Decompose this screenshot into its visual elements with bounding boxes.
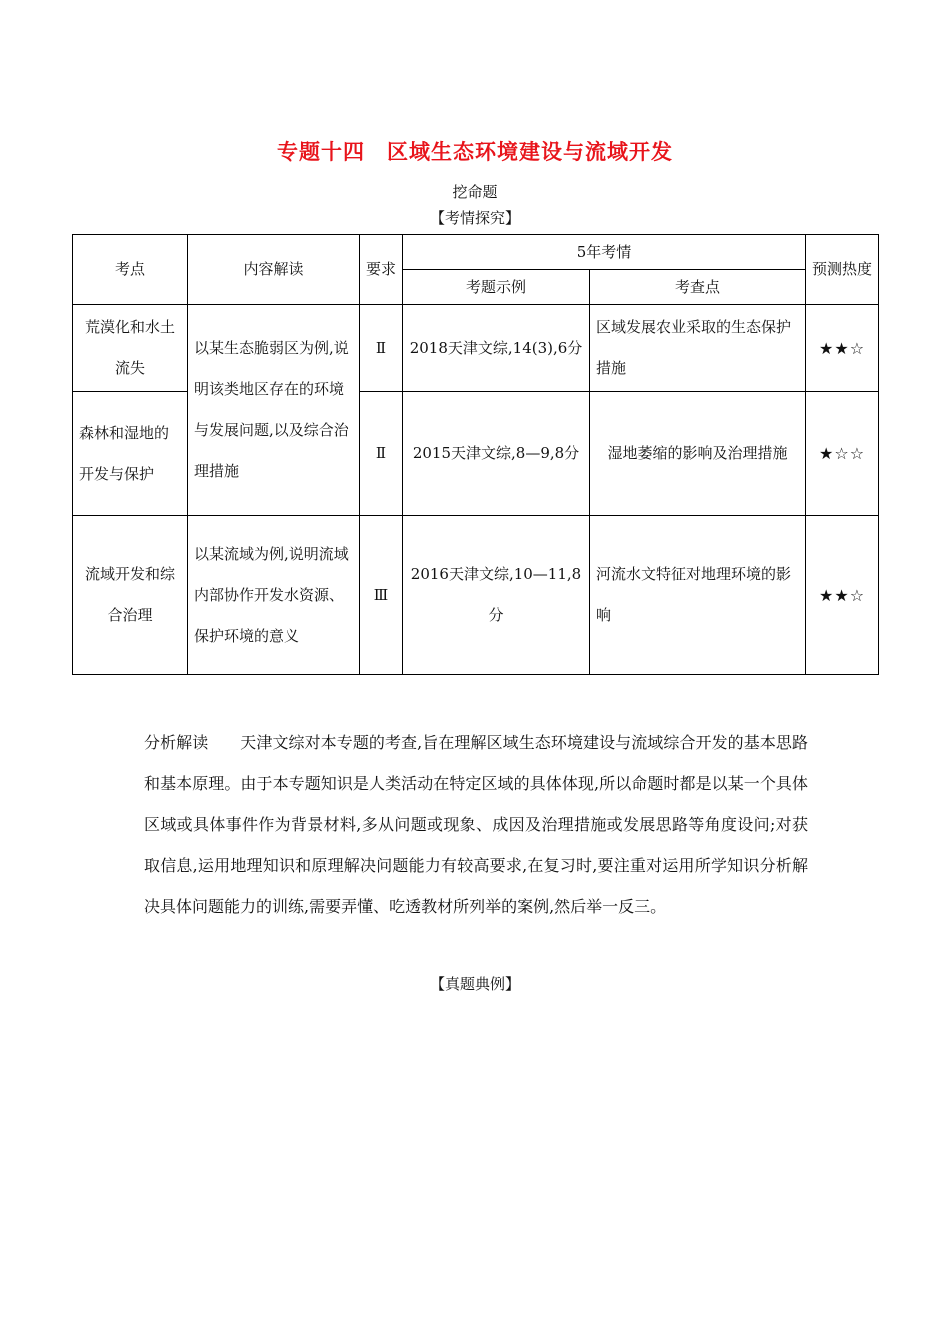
- header-neirong: 内容解读: [188, 235, 360, 305]
- header-redu: 预测热度: [806, 235, 879, 305]
- header-yaoqiu: 要求: [360, 235, 403, 305]
- page-title: 专题十四 区域生态环境建设与流域开发: [277, 140, 673, 164]
- cell-kaochadian: 河流水文特征对地理环境的影响: [590, 516, 806, 675]
- header-shili: 考题示例: [403, 270, 590, 305]
- cell-kaodian: 森林和湿地的开发与保护: [73, 392, 188, 516]
- table-header-row: [73, 235, 879, 270]
- analysis-lead: 分析解读: [144, 733, 209, 752]
- cell-shili: 2018天津文综,14(3),6分: [403, 305, 590, 392]
- cell-yaoqiu: Ⅱ: [360, 392, 403, 516]
- header-kaochadian: 考查点: [590, 270, 806, 305]
- section-heading-kaoqing: 【考情探究】: [429, 209, 520, 227]
- subtitle: 挖命题: [452, 183, 498, 201]
- table-row: [73, 516, 879, 675]
- header-kaodian: 考点: [73, 235, 188, 305]
- cell-redu-stars: ★★☆: [806, 516, 879, 675]
- analysis-paragraph: [144, 722, 808, 927]
- cell-neirong: 以某生态脆弱区为例,说明该类地区存在的环境与发展问题,以及综合治理措施: [188, 305, 360, 516]
- cell-redu-stars: ★☆☆: [806, 392, 879, 516]
- cell-kaodian: 荒漠化和水土流失: [73, 305, 188, 392]
- cell-yaoqiu: Ⅲ: [360, 516, 403, 675]
- table-row: [73, 305, 879, 392]
- header-five-year: 5年考情: [403, 235, 806, 270]
- cell-neirong: 以某流域为例,说明流域内部协作开发水资源、保护环境的意义: [188, 516, 360, 675]
- cell-kaochadian: 湿地萎缩的影响及治理措施: [590, 392, 806, 516]
- cell-kaodian: 流域开发和综合治理: [73, 516, 188, 675]
- cell-shili: 2016天津文综,10—11,8分: [403, 516, 590, 675]
- section-heading-zhenti: 【真题典例】: [429, 975, 520, 993]
- cell-shili: 2015天津文综,8—9,8分: [403, 392, 590, 516]
- cell-kaochadian: 区域发展农业采取的生态保护措施: [590, 305, 806, 392]
- cell-yaoqiu: Ⅱ: [360, 305, 403, 392]
- exam-analysis-table: [72, 234, 879, 675]
- analysis-text: 天津文综对本专题的考查,旨在理解区域生态环境建设与流域综合开发的基本思路和基本原理。由于本专题知识是人类活动在特定区域的具体体现,所以命题时都是以某一个具体区域或具体事件作为背景材料,多从问题或现象、成因及治理措施或发展思路等角度设问;对获取信息,运用地理知识和原理解决问题能力有较高要求,在复习时,要注重对运用所学知识分析解决具体问题能力的训练,需要弄懂、吃透教材所列举的案例,然后举一反三。: [144, 733, 808, 916]
- cell-redu-stars: ★★☆: [806, 305, 879, 392]
